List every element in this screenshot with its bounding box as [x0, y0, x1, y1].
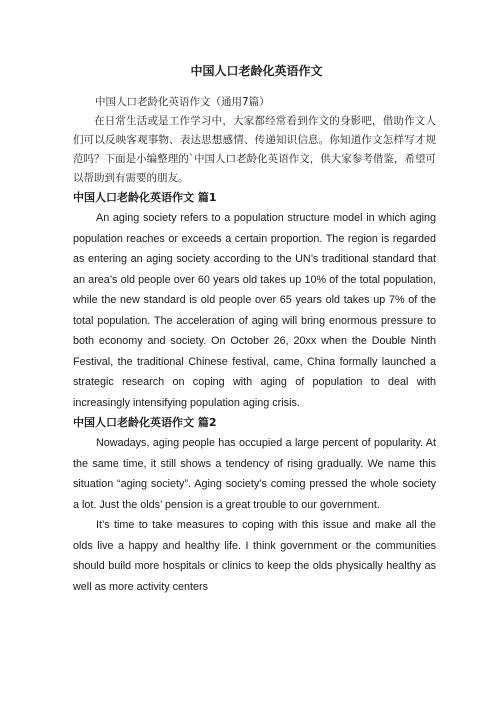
section-heading-1: 中国人口老龄化英语作文 篇1	[73, 191, 217, 204]
intro-paragraph: 在日常生活或是工作学习中，大家都经常看到作文的身影吧，借助作文人们可以反映客观事物、表达思想感情、传递知识信息。你知道作文怎样写才规范吗？下面是小编整理的`中国人口老龄化英语作文，供大家参考借鉴，希望可以帮助到有需要的朋友。	[73, 115, 436, 184]
document-subtitle: 中国人口老龄化英语作文（通用7篇）	[95, 96, 270, 108]
document-title: 中国人口老龄化英语作文	[190, 64, 323, 78]
section-heading-2: 中国人口老龄化英语作文 篇2	[73, 416, 217, 429]
section-1-paragraph-1: An aging society refers to a population structure model in which aging population reaches or exceeds a certain proportion. The region is regarded as entering an aging society according to the UN’s traditional standard that an area’s old people over 60 years old takes up 10% of the total population, while the new standard is old people over 65 years old takes up 7% of the total population. The acceleration of aging will bring enormous pressure to both economy and society. On October 26, 20xx when the Double Ninth Festival, the traditional Chinese festival, came, China formally launched a strategic research on coping with aging of population to deal with increasingly intensifying population aging crisis.	[73, 212, 436, 409]
section-2-paragraph-2: It’s time to take measures to coping with this issue and make all the olds live a happy and healthy life. I think government or the communities should build more hospitals or clinics to keep the olds physically healthy as well as more activity centers	[73, 519, 436, 593]
section-2-paragraph-1: Nowadays, aging people has occupied a large percent of popularity. At the same time, it still shows a tendency of rising gradually. We name this situation “aging society”. Aging society’s coming pressed the whole society a lot. Just the olds’ pension is a great trouble to our government.	[73, 437, 436, 511]
